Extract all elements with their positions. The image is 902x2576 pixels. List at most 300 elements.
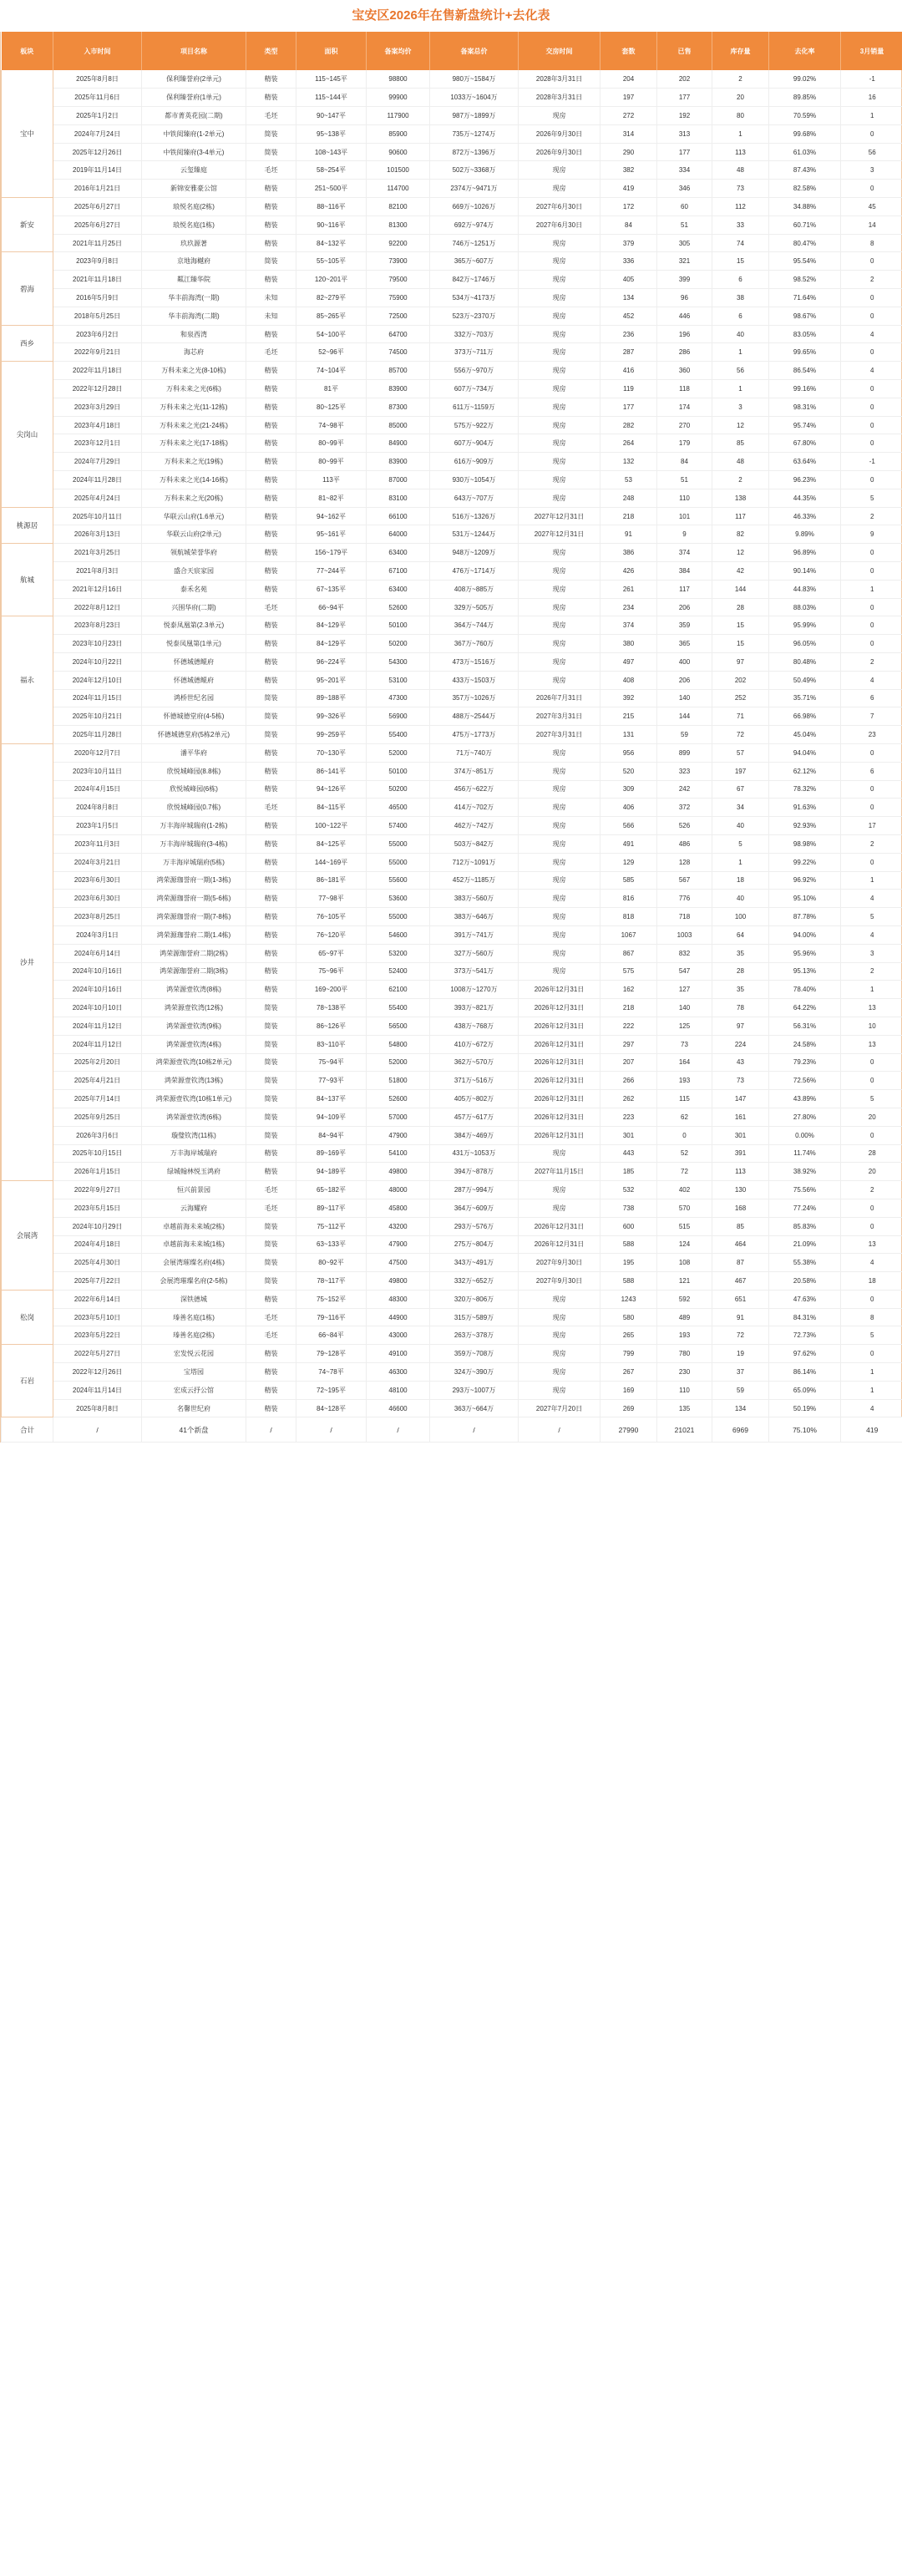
- table-cell: 瑧善名庭(1栋): [142, 1308, 246, 1326]
- table-row: [2, 908, 902, 926]
- total-cell: /: [53, 1417, 142, 1443]
- column-header: 类型: [246, 32, 296, 70]
- table-cell: 735万~1274万: [430, 124, 519, 143]
- table-cell: 16: [841, 89, 902, 107]
- table-cell: 956: [600, 743, 657, 762]
- table-cell: 55000: [367, 853, 430, 871]
- table-cell: 2023年5月22日: [53, 1326, 142, 1345]
- table-cell: 现房: [519, 471, 600, 489]
- table-cell: 万丰海岸城瑞府(1-2栋): [142, 817, 246, 835]
- table-cell: 234: [600, 598, 657, 616]
- table-cell: 462万~742万: [430, 817, 519, 835]
- table-cell: 117: [657, 580, 712, 598]
- table-cell: 2374万~9471万: [430, 180, 519, 198]
- table-cell: 86~126平: [296, 1017, 367, 1035]
- table-cell: 52600: [367, 598, 430, 616]
- table-cell: 98800: [367, 70, 430, 89]
- table-cell: 399: [657, 271, 712, 289]
- table-cell: 79~116平: [296, 1308, 367, 1326]
- table-cell: 2021年12月16日: [53, 580, 142, 598]
- table-cell: 毛坯: [246, 1308, 296, 1326]
- table-cell: 简装: [246, 707, 296, 726]
- table-cell: 86.14%: [769, 1363, 841, 1382]
- table-cell: 65.09%: [769, 1381, 841, 1399]
- table-cell: 2024年11月12日: [53, 1017, 142, 1035]
- table-cell: 169: [600, 1381, 657, 1399]
- table-cell: 1: [712, 124, 769, 143]
- table-cell: 现房: [519, 362, 600, 380]
- table-cell: 现房: [519, 1381, 600, 1399]
- table-cell: 357万~1026万: [430, 689, 519, 707]
- table-cell: 11.74%: [769, 1144, 841, 1163]
- table-cell: 144: [657, 707, 712, 726]
- table-cell: 鸿荣源珈誉府一期(5-6栋): [142, 890, 246, 908]
- table-cell: 405万~802万: [430, 1090, 519, 1108]
- table-cell: 96.05%: [769, 635, 841, 653]
- table-cell: 286: [657, 343, 712, 362]
- table-cell: 现房: [519, 416, 600, 434]
- table-cell: 4: [841, 325, 902, 343]
- table-cell: 85: [712, 1217, 769, 1235]
- table-cell: 2027年9月30日: [519, 1254, 600, 1272]
- table-cell: 324万~390万: [430, 1363, 519, 1382]
- table-cell: 99~259平: [296, 726, 367, 744]
- table-cell: 鸿荣源壹钦湾(9栋): [142, 1017, 246, 1035]
- table-cell: 57400: [367, 817, 430, 835]
- table-cell: 现房: [519, 453, 600, 471]
- table-cell: 12: [712, 416, 769, 434]
- table-cell: 71万~740万: [430, 743, 519, 762]
- total-cell: /: [519, 1417, 600, 1443]
- table-cell: 135: [657, 1399, 712, 1417]
- region-cell: 石岩: [2, 1345, 53, 1417]
- total-cell: /: [430, 1417, 519, 1443]
- table-cell: 鸿荣源珈誉府二期(2栋): [142, 944, 246, 962]
- table-cell: 365万~607万: [430, 252, 519, 271]
- table-cell: 鸿荣源珈誉府二期(1.4栋): [142, 925, 246, 944]
- table-cell: 9: [657, 525, 712, 544]
- table-cell: 20: [712, 89, 769, 107]
- table-cell: 0: [841, 1126, 902, 1144]
- table-cell: 71.64%: [769, 289, 841, 307]
- table-cell: 精装: [246, 908, 296, 926]
- table-cell: 2024年4月18日: [53, 1235, 142, 1254]
- table-cell: 80~99平: [296, 453, 367, 471]
- table-cell: 简装: [246, 1108, 296, 1126]
- table-cell: 50200: [367, 635, 430, 653]
- table-cell: 现房: [519, 1326, 600, 1345]
- table-cell: 360: [657, 362, 712, 380]
- table-cell: 34.88%: [769, 198, 841, 216]
- table-cell: 121: [657, 1272, 712, 1291]
- table-cell: 中铁阅臻府(3-4单元): [142, 143, 246, 161]
- table-cell: 196: [657, 325, 712, 343]
- table-cell: 现房: [519, 1363, 600, 1382]
- table-cell: 28: [841, 1144, 902, 1163]
- table-cell: 0.00%: [769, 1126, 841, 1144]
- table-cell: 4: [841, 925, 902, 944]
- table-cell: 336: [600, 252, 657, 271]
- table-cell: 96.23%: [769, 471, 841, 489]
- table-cell: 17: [841, 817, 902, 835]
- table-cell: 49800: [367, 1272, 430, 1291]
- table-cell: 643万~707万: [430, 489, 519, 507]
- table-cell: 45800: [367, 1199, 430, 1217]
- table-row: [2, 598, 902, 616]
- table-cell: 中铁阅臻府(1-2单元): [142, 124, 246, 143]
- table-cell: 125: [657, 1017, 712, 1035]
- table-row: [2, 1126, 902, 1144]
- table-cell: 0: [841, 343, 902, 362]
- table-cell: 83~110平: [296, 1035, 367, 1053]
- table-cell: 117900: [367, 107, 430, 125]
- table-cell: 2025年6月27日: [53, 216, 142, 234]
- table-cell: 600: [600, 1217, 657, 1235]
- table-cell: 95.10%: [769, 890, 841, 908]
- table-cell: 欣悦城峰园(6栋): [142, 780, 246, 799]
- table-cell: 380: [600, 635, 657, 653]
- table-cell: 8: [841, 234, 902, 252]
- table-cell: 67: [712, 780, 769, 799]
- table-row: [2, 1235, 902, 1254]
- table-cell: 毛坯: [246, 107, 296, 125]
- table-cell: 531万~1244万: [430, 525, 519, 544]
- table-cell: 92.93%: [769, 817, 841, 835]
- table-cell: 80: [712, 107, 769, 125]
- table-cell: 55000: [367, 834, 430, 853]
- table-cell: 80.48%: [769, 653, 841, 672]
- table-cell: 2024年10月16日: [53, 962, 142, 981]
- table-cell: 2023年8月25日: [53, 908, 142, 926]
- table-cell: 193: [657, 1072, 712, 1090]
- column-header: 库存量: [712, 32, 769, 70]
- table-cell: 359万~708万: [430, 1345, 519, 1363]
- table-row: [2, 1181, 902, 1199]
- table-cell: 197: [600, 89, 657, 107]
- table-cell: 867: [600, 944, 657, 962]
- table-cell: 毛坯: [246, 1181, 296, 1199]
- table-cell: 简装: [246, 1126, 296, 1144]
- header-row: [2, 32, 902, 70]
- table-row: [2, 925, 902, 944]
- table-cell: 2024年3月21日: [53, 853, 142, 871]
- table-cell: 2025年10月21日: [53, 707, 142, 726]
- table-cell: 62100: [367, 981, 430, 999]
- table-cell: 45.04%: [769, 726, 841, 744]
- table-cell: 51800: [367, 1072, 430, 1090]
- table-cell: 57000: [367, 1108, 430, 1126]
- table-cell: 367万~760万: [430, 635, 519, 653]
- table-row: [2, 1053, 902, 1072]
- table-cell: 54600: [367, 925, 430, 944]
- table-cell: 万科未来之光(17-18栋): [142, 434, 246, 453]
- table-cell: 129: [600, 853, 657, 871]
- table-cell: 现房: [519, 380, 600, 398]
- table-cell: 73900: [367, 252, 430, 271]
- table-cell: 59: [712, 1381, 769, 1399]
- table-cell: 55400: [367, 726, 430, 744]
- table-row: [2, 653, 902, 672]
- table-row: [2, 1381, 902, 1399]
- table-cell: 100: [712, 908, 769, 926]
- table-cell: 2027年11月15日: [519, 1163, 600, 1181]
- table-cell: 2023年11月3日: [53, 834, 142, 853]
- table-cell: 75.56%: [769, 1181, 841, 1199]
- table-cell: 2026年12月31日: [519, 1035, 600, 1053]
- table-cell: 607万~904万: [430, 434, 519, 453]
- table-row: [2, 89, 902, 107]
- table-cell: 651: [712, 1290, 769, 1308]
- table-cell: 776: [657, 890, 712, 908]
- table-cell: 112: [712, 198, 769, 216]
- table-cell: 374万~851万: [430, 762, 519, 780]
- table-cell: 83900: [367, 453, 430, 471]
- table-cell: 486: [657, 834, 712, 853]
- table-cell: 2: [712, 70, 769, 89]
- region-cell: 尖岗山: [2, 362, 53, 507]
- table-cell: 816: [600, 890, 657, 908]
- table-cell: 0: [841, 124, 902, 143]
- table-cell: 宏成云抒公馆: [142, 1381, 246, 1399]
- table-cell: 301: [712, 1126, 769, 1144]
- table-cell: 48: [712, 453, 769, 471]
- table-cell: 117: [712, 507, 769, 525]
- table-row: [2, 1163, 902, 1181]
- table-cell: 87.43%: [769, 161, 841, 180]
- table-cell: 47.63%: [769, 1290, 841, 1308]
- table-cell: 8: [841, 1308, 902, 1326]
- table-cell: 502万~3368万: [430, 161, 519, 180]
- table-cell: 364万~744万: [430, 616, 519, 635]
- table-cell: 鸿荣源壹钦湾(4栋): [142, 1035, 246, 1053]
- table-cell: 50.19%: [769, 1399, 841, 1417]
- column-header: 3月销量: [841, 32, 902, 70]
- total-cell: 75.10%: [769, 1417, 841, 1443]
- table-cell: 35: [712, 944, 769, 962]
- table-cell: 现房: [519, 653, 600, 672]
- table-cell: 309: [600, 780, 657, 799]
- table-row: [2, 689, 902, 707]
- table-cell: 5: [712, 834, 769, 853]
- table-cell: 0: [841, 398, 902, 416]
- table-cell: 精装: [246, 616, 296, 635]
- table-cell: 948万~1209万: [430, 544, 519, 562]
- table-cell: 现房: [519, 562, 600, 581]
- table-cell: 现房: [519, 1199, 600, 1217]
- table-row: [2, 380, 902, 398]
- table-cell: 607万~734万: [430, 380, 519, 398]
- table-cell: 现房: [519, 908, 600, 926]
- table-row: [2, 453, 902, 471]
- table-cell: 精装: [246, 671, 296, 689]
- table-cell: 162: [600, 981, 657, 999]
- table-cell: 297: [600, 1035, 657, 1053]
- table-cell: 457万~617万: [430, 1108, 519, 1126]
- table-cell: 21.09%: [769, 1235, 841, 1254]
- table-cell: 28: [712, 598, 769, 616]
- table-cell: 2022年9月27日: [53, 1181, 142, 1199]
- table-cell: 161: [712, 1108, 769, 1126]
- table-cell: 2026年12月31日: [519, 981, 600, 999]
- table-body: [2, 70, 902, 1443]
- table-cell: 0: [841, 1290, 902, 1308]
- table-cell: 95~161平: [296, 525, 367, 544]
- table-cell: 1003: [657, 925, 712, 944]
- table-cell: 33: [712, 216, 769, 234]
- table-cell: 49100: [367, 1345, 430, 1363]
- table-cell: 456万~622万: [430, 780, 519, 799]
- table-cell: 98.31%: [769, 398, 841, 416]
- table-row: [2, 198, 902, 216]
- table-cell: 2021年3月25日: [53, 544, 142, 562]
- table-cell: 40: [712, 890, 769, 908]
- table-cell: 267: [600, 1363, 657, 1382]
- table-cell: 49800: [367, 1163, 430, 1181]
- column-header: 交房时间: [519, 32, 600, 70]
- table-cell: 2024年11月12日: [53, 1035, 142, 1053]
- table-cell: 精装: [246, 853, 296, 871]
- table-row: [2, 762, 902, 780]
- table-row: [2, 999, 902, 1017]
- table-cell: 272: [600, 107, 657, 125]
- table-cell: 2: [841, 653, 902, 672]
- table-cell: 70.59%: [769, 107, 841, 125]
- table-cell: 63400: [367, 544, 430, 562]
- table-cell: 鸿荣源壹钦湾(8栋): [142, 981, 246, 999]
- table-cell: 52000: [367, 1053, 430, 1072]
- table-cell: 0: [841, 434, 902, 453]
- table-cell: 113: [712, 143, 769, 161]
- table-row: [2, 799, 902, 817]
- column-header: 板块: [2, 32, 53, 70]
- table-cell: 精装: [246, 780, 296, 799]
- table-cell: 精装: [246, 325, 296, 343]
- table-cell: 精装: [246, 180, 296, 198]
- table-cell: 87300: [367, 398, 430, 416]
- table-cell: 2024年10月29日: [53, 1217, 142, 1235]
- table-cell: 0: [841, 416, 902, 434]
- table-cell: 1: [841, 1363, 902, 1382]
- table-cell: 2023年10月11日: [53, 762, 142, 780]
- table-cell: 0: [841, 252, 902, 271]
- table-cell: 2: [841, 1181, 902, 1199]
- table-cell: 2026年3月6日: [53, 1126, 142, 1144]
- table-cell: 99.16%: [769, 380, 841, 398]
- table-cell: 现房: [519, 598, 600, 616]
- table-cell: 73: [712, 180, 769, 198]
- table-cell: 怀德城德堂府(5栋2单元): [142, 726, 246, 744]
- table-cell: 现房: [519, 1144, 600, 1163]
- table-cell: 精装: [246, 525, 296, 544]
- table-cell: 0: [841, 635, 902, 653]
- table-cell: 琅悦名庭(1栋): [142, 216, 246, 234]
- table-cell: 精装: [246, 507, 296, 525]
- table-cell: 363万~664万: [430, 1399, 519, 1417]
- table-cell: 84~129平: [296, 635, 367, 653]
- table-cell: 987万~1899万: [430, 107, 519, 125]
- table-cell: 169~200平: [296, 981, 367, 999]
- table-cell: 0: [841, 180, 902, 198]
- table-cell: 426: [600, 562, 657, 581]
- table-row: [2, 890, 902, 908]
- table-cell: 174: [657, 398, 712, 416]
- table-cell: 99~326平: [296, 707, 367, 726]
- table-cell: 会展湾璀璨名府(4栋): [142, 1254, 246, 1272]
- table-cell: 2: [841, 507, 902, 525]
- table-cell: 2024年8月8日: [53, 799, 142, 817]
- table-row: [2, 1290, 902, 1308]
- table-cell: 95.96%: [769, 944, 841, 962]
- table-cell: 89~169平: [296, 1144, 367, 1163]
- table-cell: 359: [657, 616, 712, 635]
- table-cell: 218: [600, 507, 657, 525]
- table-cell: 452: [600, 307, 657, 325]
- table-cell: 473万~1516万: [430, 653, 519, 672]
- column-header: 去化率: [769, 32, 841, 70]
- table-cell: 52~96平: [296, 343, 367, 362]
- table-cell: 5: [841, 908, 902, 926]
- table-cell: 108: [657, 1254, 712, 1272]
- table-cell: 精装: [246, 925, 296, 944]
- table-cell: 60: [657, 198, 712, 216]
- table-wrapper: [0, 32, 902, 1443]
- region-cell: 福永: [2, 616, 53, 744]
- table-cell: 2025年11月6日: [53, 89, 142, 107]
- table-cell: 0: [841, 562, 902, 581]
- table-cell: 2022年11月18日: [53, 362, 142, 380]
- table-cell: 95.74%: [769, 416, 841, 434]
- table-cell: 110: [657, 1381, 712, 1399]
- table-cell: -1: [841, 70, 902, 89]
- table-cell: 鸿桥世纪名园: [142, 689, 246, 707]
- table-cell: 84~129平: [296, 616, 367, 635]
- table-cell: 2024年10月16日: [53, 981, 142, 999]
- table-cell: 207: [600, 1053, 657, 1072]
- table-row: [2, 853, 902, 871]
- table-cell: 47300: [367, 689, 430, 707]
- table-cell: 718: [657, 908, 712, 926]
- table-cell: 2024年3月1日: [53, 925, 142, 944]
- table-cell: 62.12%: [769, 762, 841, 780]
- table-cell: 14: [841, 216, 902, 234]
- table-cell: 万丰海岸城瑞府(3-4栋): [142, 834, 246, 853]
- table-row: [2, 124, 902, 143]
- table-cell: 75~112平: [296, 1217, 367, 1235]
- table-cell: 108~143平: [296, 143, 367, 161]
- table-cell: 72: [712, 726, 769, 744]
- table-cell: 43.89%: [769, 1090, 841, 1108]
- table-cell: 精装: [246, 234, 296, 252]
- table-cell: 2023年5月10日: [53, 1308, 142, 1326]
- table-cell: 2025年6月27日: [53, 198, 142, 216]
- table-cell: 72: [712, 1326, 769, 1345]
- table-cell: 现房: [519, 635, 600, 653]
- table-cell: 202: [657, 70, 712, 89]
- table-cell: 现房: [519, 1181, 600, 1199]
- table-row: [2, 671, 902, 689]
- table-cell: 0: [841, 1072, 902, 1090]
- table-row: [2, 107, 902, 125]
- table-cell: 43200: [367, 1217, 430, 1235]
- table-cell: 77~98平: [296, 890, 367, 908]
- table-cell: 毛坯: [246, 598, 296, 616]
- table-cell: 64000: [367, 525, 430, 544]
- table-cell: 54800: [367, 1035, 430, 1053]
- table-row: [2, 307, 902, 325]
- table-cell: 52000: [367, 743, 430, 762]
- table-cell: 38: [712, 289, 769, 307]
- table-cell: 488万~2544万: [430, 707, 519, 726]
